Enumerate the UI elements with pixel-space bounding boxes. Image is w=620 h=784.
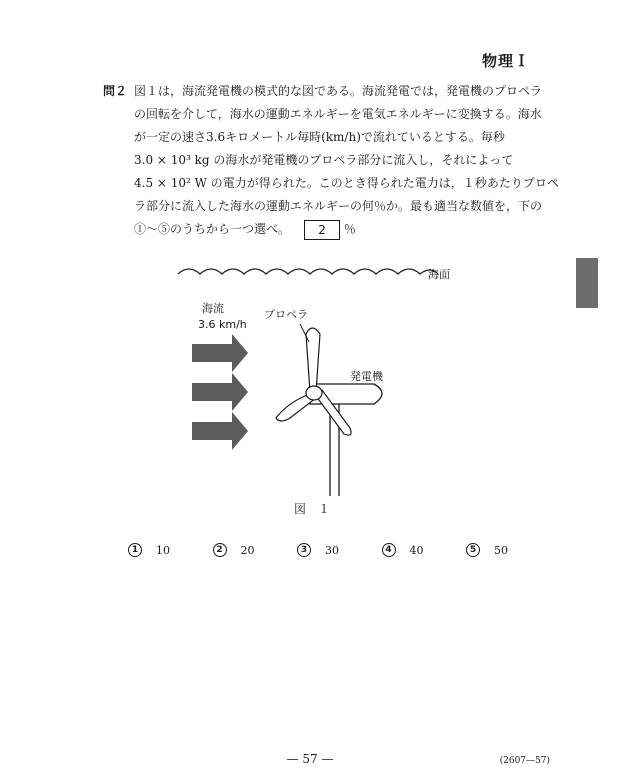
choice-value: 30 xyxy=(325,543,339,557)
choice-4[interactable] xyxy=(382,543,424,557)
question-line: 3.0 × 10³ kg の海水が発電機のプロペラ部分に流入し，それによって xyxy=(134,153,514,167)
current-arrow-2 xyxy=(192,373,248,411)
choice-number: 1 xyxy=(128,543,142,557)
instruction-text: のうちから一つ選べ。 xyxy=(170,222,291,236)
wind-turbine-diagram xyxy=(160,256,480,516)
question-line: 4.5 × 10² W の電力が得られた。このとき得られた電力は，１秒あたりプロペ xyxy=(134,176,559,190)
figure-1 xyxy=(160,256,480,516)
choice-end-marker: ⑤ xyxy=(158,222,171,236)
choice-list xyxy=(128,543,508,557)
generator-label: 発電機 xyxy=(350,370,383,383)
sea-surface-label: 海面 xyxy=(428,268,450,281)
page-number: — 57 — xyxy=(286,752,334,766)
current-speed-label: 3.6 km/h xyxy=(198,318,247,331)
choice-1[interactable] xyxy=(128,543,170,557)
figure-caption: 図 １ xyxy=(294,502,331,516)
question-line: ラ部分に流入した海水の運動エネルギーの何％か。最も適当な数値を，下の xyxy=(134,199,543,213)
current-arrow-1 xyxy=(192,334,248,372)
unit-label: ％ xyxy=(343,222,356,236)
question-number: 問２ xyxy=(103,84,128,98)
choice-number: 3 xyxy=(297,543,311,557)
current-arrow-3 xyxy=(192,412,248,450)
section-tab xyxy=(576,258,598,308)
choice-number: 5 xyxy=(466,543,480,557)
answer-box[interactable]: 2 xyxy=(304,220,340,240)
choice-value: 20 xyxy=(240,543,255,557)
propeller-label: プロペラ xyxy=(264,308,308,321)
choice-value: 40 xyxy=(409,543,424,557)
choice-3[interactable] xyxy=(297,543,339,557)
choice-5[interactable] xyxy=(466,543,508,557)
question-body xyxy=(134,80,559,241)
question-line: 図１は，海流発電機の模式的な図である。海流発電では，発電機のプロペラ xyxy=(134,84,543,98)
page-code: (2607—57) xyxy=(499,756,550,766)
propeller-hub xyxy=(306,386,322,400)
question-line: が一定の速さ3.6キロメートル毎時(km/h)で流れているとする。毎秒 xyxy=(134,130,505,144)
sea-surface-wave xyxy=(178,269,438,274)
range-tilde: 〜 xyxy=(146,222,159,236)
choice-value: 10 xyxy=(156,543,170,557)
question-last-line xyxy=(134,218,544,241)
choice-value: 50 xyxy=(494,543,508,557)
question-line: の回転を介して，海水の運動エネルギーを電気エネルギーに変換する。海水 xyxy=(134,107,542,121)
choice-number: 2 xyxy=(213,543,227,557)
choice-number: 4 xyxy=(382,543,396,557)
choice-2[interactable] xyxy=(213,543,255,557)
current-label: 海流 xyxy=(202,302,224,315)
propeller-blade-1 xyxy=(306,328,320,392)
subject-title: 物理Ｉ xyxy=(481,52,530,70)
question-block xyxy=(103,80,559,241)
choice-start-marker: ① xyxy=(134,222,147,236)
